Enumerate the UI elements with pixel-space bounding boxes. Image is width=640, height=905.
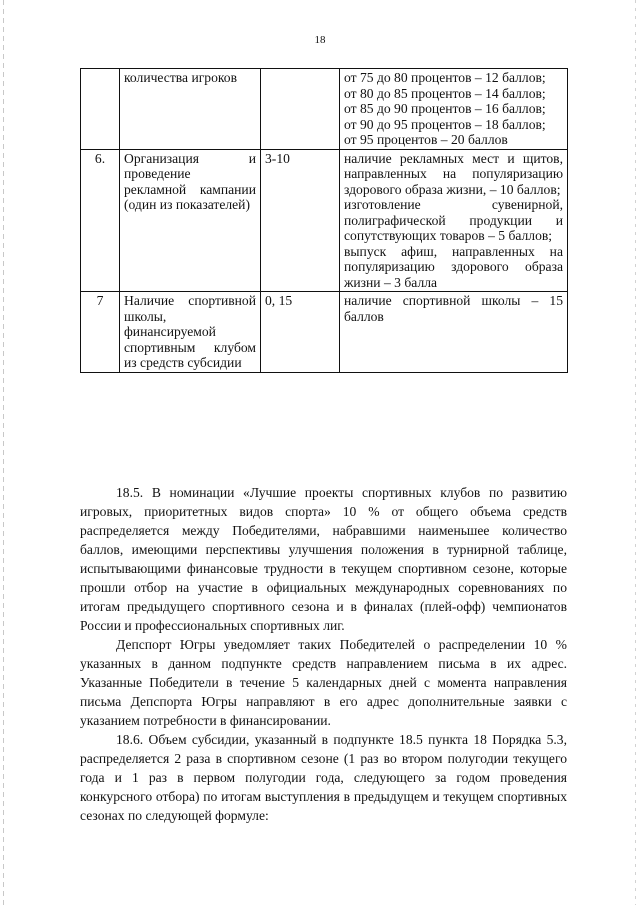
scale-item: от 75 до 80 процентов – 12 баллов; <box>344 70 546 85</box>
criterion-name <box>120 69 261 150</box>
points-range: 3-10 <box>261 149 340 292</box>
paragraph-18-6: 18.6. Объем субсидии, указанный в подпункте 18.5 пункта 18 Порядка 5.3, распределяется 2 раза в спортивном сезоне (1 раз во втором полугодии текущего года и 1 раз в первом полугодии года, следующего за годом проведения конкурсного отбора) по итогам выступления в предыдущем и текущем спортивных сезонах по следующей формуле: <box>80 732 567 823</box>
row-number: 7 <box>81 292 120 373</box>
criterion-name-line: Организация и проведение рекламной кампании (один из показателей) <box>124 150 256 212</box>
scale-item: от 80 до 85 процентов – 14 баллов; <box>344 85 546 101</box>
scoring-scale <box>340 292 568 373</box>
scale-item: наличие рекламных мест и щитов, направленных на популяризацию здорового образа жизни, – 10 баллов; <box>344 150 563 197</box>
table-row <box>81 292 568 373</box>
points-range: 0, 15 <box>261 292 340 373</box>
page-number: 18 <box>314 34 326 46</box>
paragraph-notification: Депспорт Югры уведомляет таких Победителей о распределении 10 % указанных в данном подпункте средств направлением письма в их адрес. Указанные Победители в течение 5 календарных дней с момента направления письма Депспорта Югры направляют в его адрес дополнительные заявки с указанием потребности в финансировании. <box>80 637 567 728</box>
criterion-name-line: количества игроков <box>124 70 238 85</box>
scan-edge-left <box>3 0 4 905</box>
table-row <box>81 149 568 292</box>
table-row <box>81 69 568 150</box>
scale-item: от 90 до 95 процентов – 18 баллов; <box>344 116 546 132</box>
scale-item: выпуск афиш, направленных на популяризацию здорового образа жизни – 3 балла <box>344 243 563 290</box>
criterion-name-line: Наличие спортивной школы, финансируемой спортивным клубом из средств субсидии <box>124 293 256 370</box>
row-number <box>81 69 120 150</box>
scoring-scale <box>340 149 568 292</box>
criterion-name <box>120 149 261 292</box>
body-text <box>80 483 567 825</box>
scale-item: от 95 процентов – 20 баллов <box>344 132 508 147</box>
criteria-table <box>80 68 568 373</box>
paragraph-18-5: 18.5. В номинации «Лучшие проекты спортивных клубов по развитию игровых, приоритетных видов спорта» 10 % от общего объема средств распределяется между Победителями, набравшими наименьшее количество баллов, имеющими перспективы улучшения положения в турнирной таблице, испытывающими финансовые трудности в текущем спортивном сезоне, которые прошли отбор на участие в официальных международных соревнованиях по итогам предыдущего спортивного сезона и в финалах (плей-офф) чемпионатов России и профессиональных спортивных лиг. <box>80 485 567 633</box>
scale-item: изготовление сувенирной, полиграфической продукции и сопутствующих товаров – 5 баллов; <box>344 197 563 243</box>
scale-item: от 85 до 90 процентов – 16 баллов; <box>344 101 546 116</box>
scale-item: наличие спортивной школы – 15 баллов <box>344 293 563 324</box>
row-number: 6. <box>81 149 120 292</box>
points-range <box>261 69 340 150</box>
criterion-name <box>120 292 261 373</box>
scoring-scale <box>340 69 568 150</box>
scan-edge-right <box>635 0 636 905</box>
